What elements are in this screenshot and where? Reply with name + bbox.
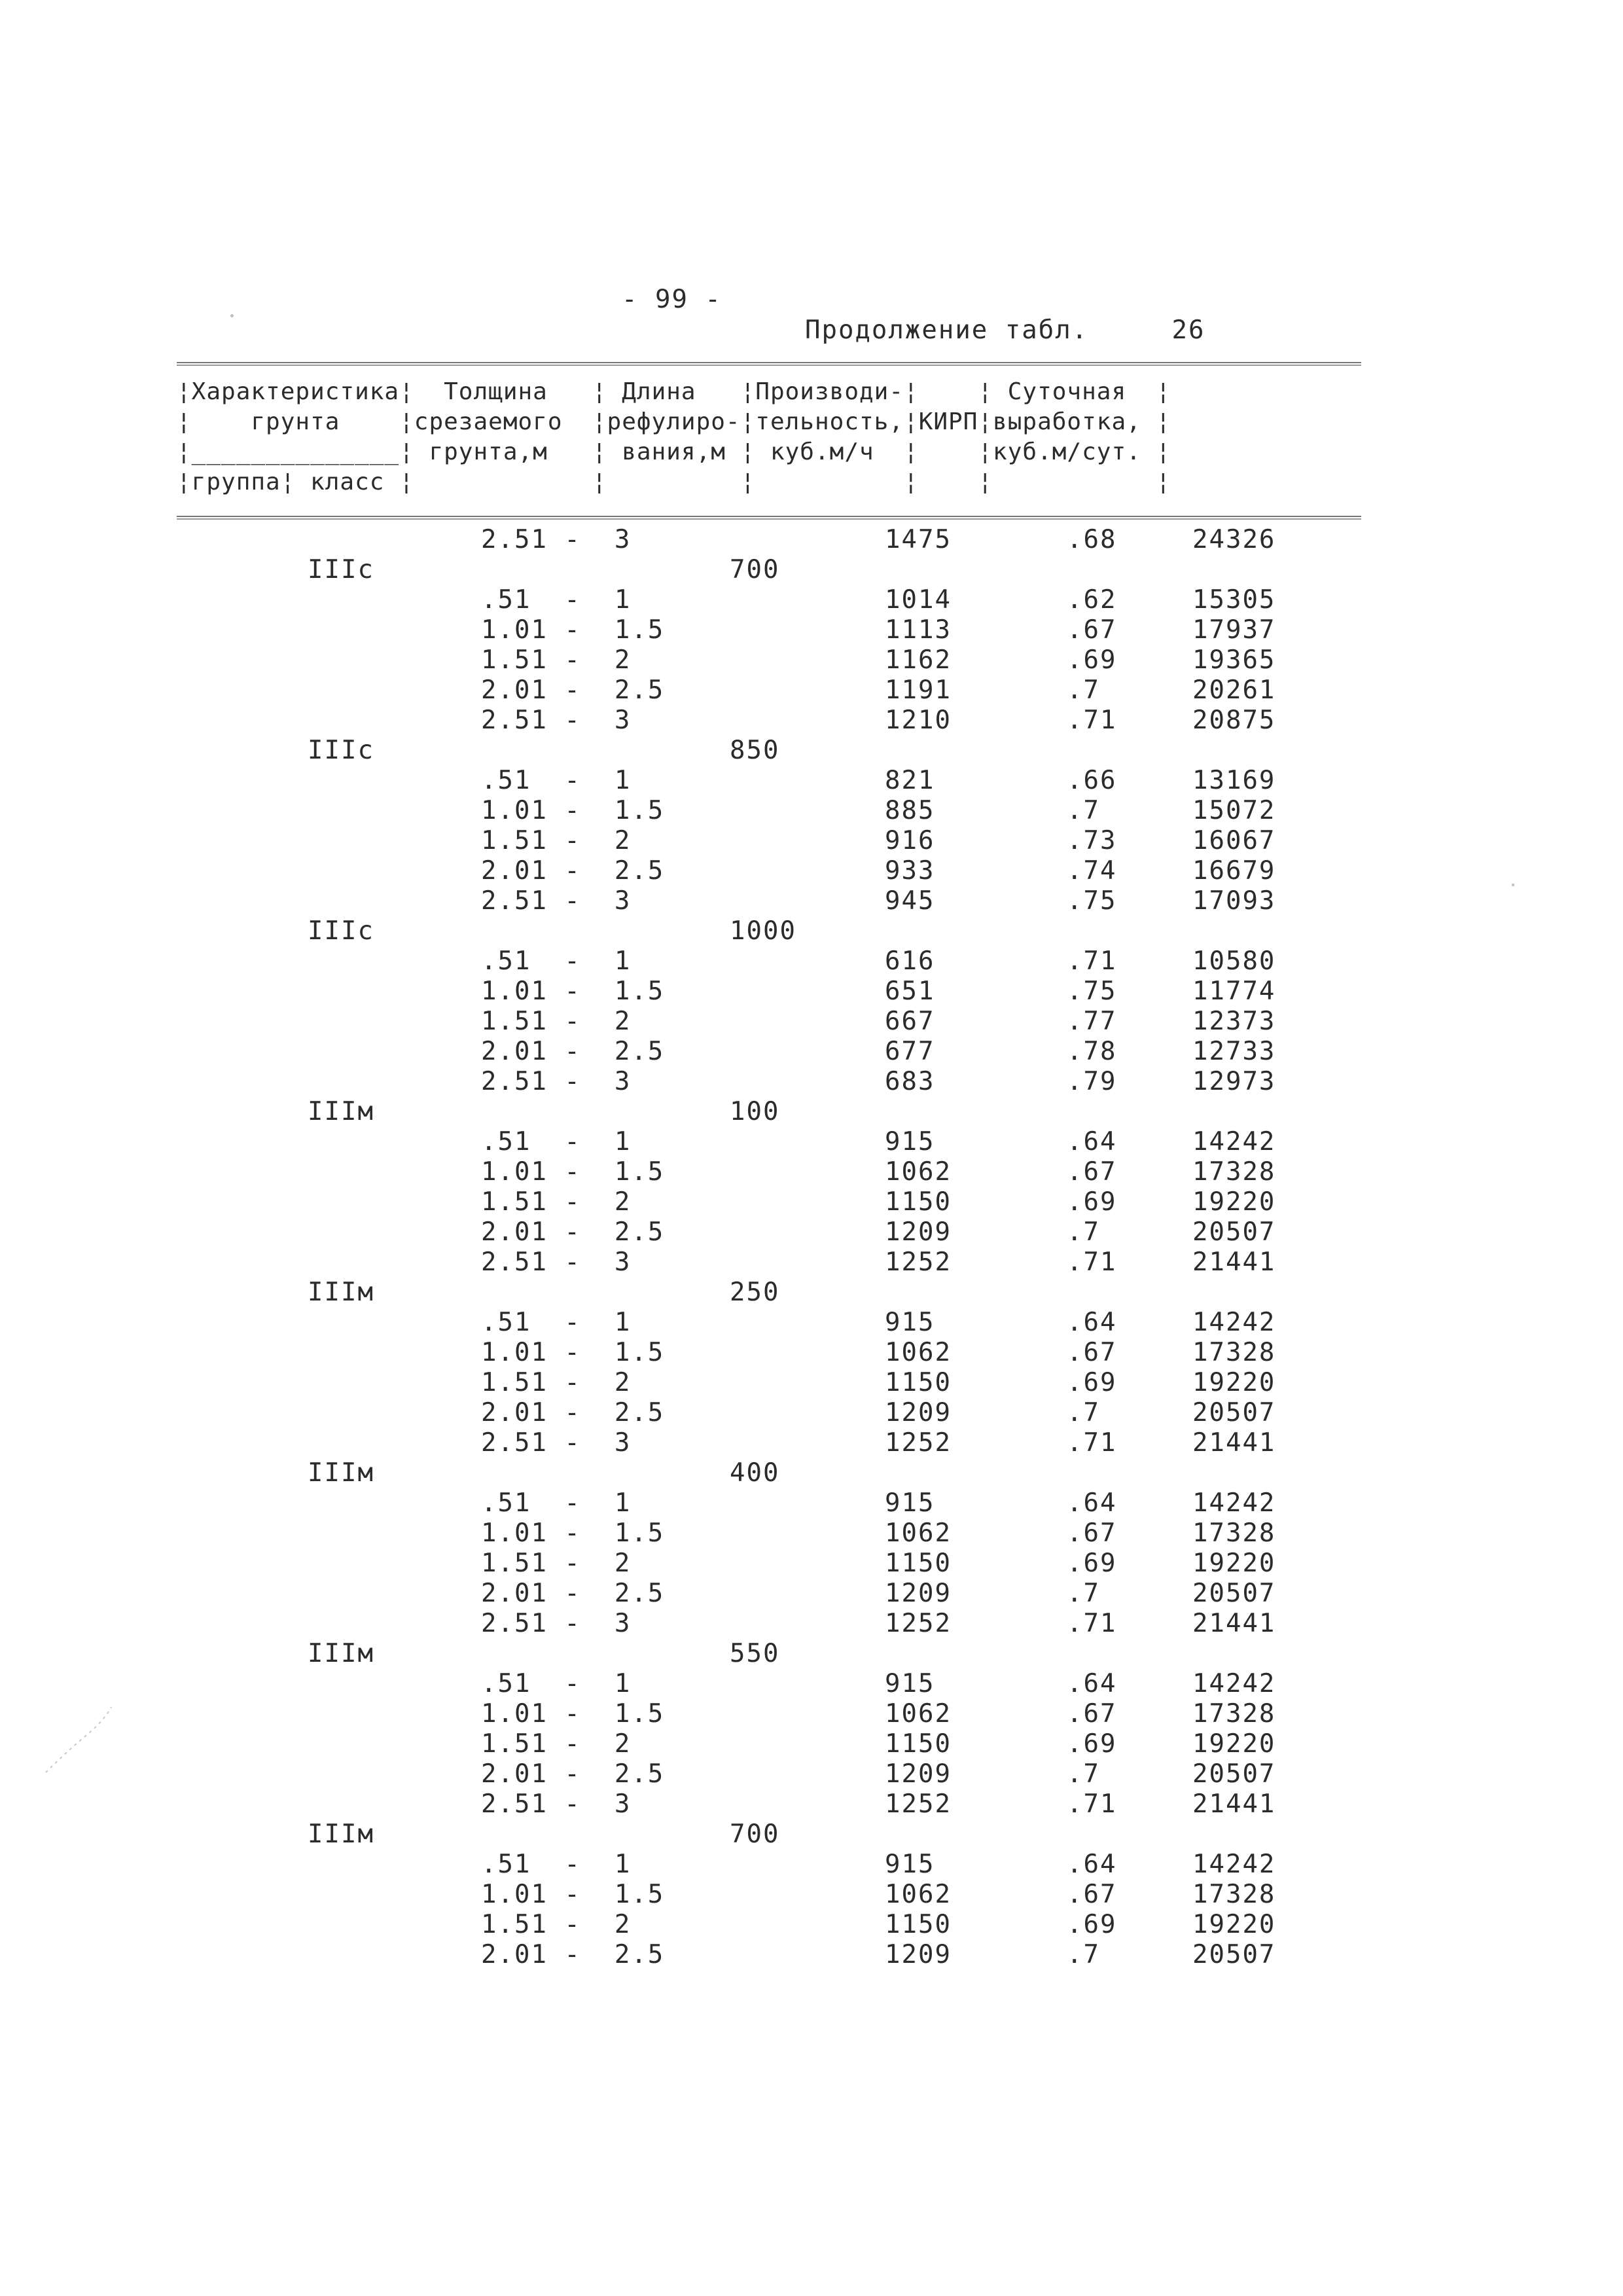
cell-capacity: 677 [885,1037,935,1066]
cell-thickness: 1.01 - 1.5 [481,1338,665,1367]
cell-thickness: 2.51 - 3 [481,886,632,916]
cell-group: IIIc [308,916,374,946]
cell-daily: 20507 [1192,1579,1276,1608]
cell-capacity: 1209 [885,1398,952,1427]
cell-capacity: 1150 [885,1368,952,1397]
cell-daily: 20507 [1192,1398,1276,1427]
cell-thickness: 2.51 - 3 [481,1609,632,1638]
cell-thickness: 1.51 - 2 [481,645,632,675]
cell-kirp: .7 [1067,1940,1100,1969]
cell-thickness: 2.01 - 2.5 [481,1037,665,1066]
cell-daily: 14242 [1192,1127,1276,1157]
cell-length: 400 [730,1458,780,1488]
cell-daily: 17328 [1192,1880,1276,1909]
cell-kirp: .74 [1067,856,1117,886]
cell-capacity: 1062 [885,1699,952,1729]
cell-kirp: .64 [1067,1127,1117,1157]
cell-daily: 16679 [1192,856,1276,886]
cell-kirp: .67 [1067,1338,1117,1367]
cell-thickness: 2.01 - 2.5 [481,1759,665,1789]
cell-kirp: .73 [1067,826,1117,855]
cell-thickness: 2.01 - 2.5 [481,675,665,705]
table-continuation-caption: Продолжение табл. 26 [805,315,1205,345]
cell-capacity: 651 [885,977,935,1006]
cell-daily: 24326 [1192,525,1276,554]
cell-capacity: 1150 [885,1549,952,1578]
cell-capacity: 915 [885,1127,935,1157]
table-header-line-4: ¦группа¦ класс ¦ ¦ ¦ ¦ ¦ ¦ [177,469,1171,495]
cell-capacity: 1252 [885,1247,952,1277]
cell-thickness: 1.01 - 1.5 [481,1518,665,1548]
cell-capacity: 915 [885,1669,935,1698]
cell-daily: 19220 [1192,1910,1276,1939]
cell-daily: 19365 [1192,645,1276,675]
cell-capacity: 1209 [885,1940,952,1969]
cell-group: IIIc [308,736,374,765]
cell-capacity: 915 [885,1308,935,1337]
cell-daily: 14242 [1192,1850,1276,1879]
cell-kirp: .71 [1067,1247,1117,1277]
cell-thickness: 2.51 - 3 [481,1428,632,1458]
cell-capacity: 1062 [885,1518,952,1548]
cell-thickness: .51 - 1 [481,946,632,976]
cell-kirp: .66 [1067,766,1117,795]
cell-capacity: 1210 [885,706,952,735]
cell-kirp: .67 [1067,1699,1117,1729]
cell-daily: 21441 [1192,1247,1276,1277]
cell-kirp: .64 [1067,1850,1117,1879]
cell-daily: 12973 [1192,1067,1276,1096]
cell-daily: 17328 [1192,1699,1276,1729]
cell-thickness: 1.51 - 2 [481,1910,632,1939]
table-header-line-2: ¦ грунта ¦срезаемого ¦рефулиро-¦тельность,¦КИРП¦выработка, ¦ [177,408,1171,435]
cell-thickness: 1.01 - 1.5 [481,1880,665,1909]
cell-thickness: 1.01 - 1.5 [481,796,665,825]
cell-thickness: 2.01 - 2.5 [481,1217,665,1247]
page-number: - 99 - [622,285,722,314]
cell-daily: 21441 [1192,1609,1276,1638]
cell-thickness: 1.01 - 1.5 [481,977,665,1006]
table-top-rule [177,362,1361,363]
cell-capacity: 915 [885,1488,935,1518]
cell-capacity: 1252 [885,1609,952,1638]
cell-length: 700 [730,555,780,584]
cell-kirp: .67 [1067,615,1117,645]
cell-capacity: 945 [885,886,935,916]
cell-thickness: 1.51 - 2 [481,1549,632,1578]
cell-kirp: .71 [1067,1609,1117,1638]
cell-daily: 13169 [1192,766,1276,795]
cell-daily: 14242 [1192,1488,1276,1518]
cell-length: 850 [730,736,780,765]
cell-thickness: 2.51 - 3 [481,1789,632,1819]
table-header-line-3: ¦______________¦ грунта,м ¦ вания,м ¦ куб.м/ч ¦ ¦куб.м/сут. ¦ [177,439,1171,465]
cell-group: IIIм [308,1458,374,1488]
cell-daily: 17328 [1192,1338,1276,1367]
cell-capacity: 1014 [885,585,952,615]
cell-capacity: 885 [885,796,935,825]
cell-kirp: .64 [1067,1488,1117,1518]
cell-kirp: .7 [1067,1759,1100,1789]
cell-kirp: .71 [1067,1428,1117,1458]
cell-capacity: 1162 [885,645,952,675]
cell-daily: 20507 [1192,1217,1276,1247]
cell-capacity: 1062 [885,1157,952,1187]
cell-thickness: .51 - 1 [481,766,632,795]
cell-thickness: .51 - 1 [481,1127,632,1157]
cell-kirp: .62 [1067,585,1117,615]
cell-daily: 16067 [1192,826,1276,855]
cell-kirp: .68 [1067,525,1117,554]
cell-capacity: 933 [885,856,935,886]
cell-daily: 19220 [1192,1187,1276,1217]
cell-capacity: 1150 [885,1187,952,1217]
cell-length: 700 [730,1820,780,1849]
cell-capacity: 1150 [885,1910,952,1939]
cell-kirp: .67 [1067,1880,1117,1909]
cell-thickness: .51 - 1 [481,1850,632,1879]
cell-kirp: .64 [1067,1308,1117,1337]
cell-thickness: 2.51 - 3 [481,1247,632,1277]
cell-daily: 14242 [1192,1308,1276,1337]
cell-kirp: .77 [1067,1007,1117,1036]
cell-thickness: 1.51 - 2 [481,1368,632,1397]
cell-kirp: .69 [1067,1729,1117,1759]
cell-capacity: 683 [885,1067,935,1096]
cell-thickness: 2.01 - 2.5 [481,1398,665,1427]
cell-kirp: .75 [1067,886,1117,916]
cell-kirp: .64 [1067,1669,1117,1698]
cell-thickness: 1.51 - 2 [481,1007,632,1036]
cell-kirp: .67 [1067,1157,1117,1187]
cell-kirp: .7 [1067,1398,1100,1427]
cell-capacity: 821 [885,766,935,795]
cell-thickness: 2.51 - 3 [481,1067,632,1096]
cell-daily: 19220 [1192,1729,1276,1759]
cell-capacity: 616 [885,946,935,976]
cell-thickness: 1.01 - 1.5 [481,1699,665,1729]
cell-kirp: .71 [1067,706,1117,735]
cell-kirp: .7 [1067,1579,1100,1608]
cell-capacity: 1209 [885,1579,952,1608]
cell-length: 550 [730,1639,780,1668]
cell-daily: 15305 [1192,585,1276,615]
cell-daily: 12373 [1192,1007,1276,1036]
cell-thickness: 2.01 - 2.5 [481,1579,665,1608]
cell-group: IIIм [308,1639,374,1668]
cell-daily: 20875 [1192,706,1276,735]
cell-thickness: .51 - 1 [481,585,632,615]
cell-kirp: .71 [1067,1789,1117,1819]
cell-capacity: 1475 [885,525,952,554]
cell-group: IIIм [308,1820,374,1849]
cell-capacity: 916 [885,826,935,855]
scan-speck [1512,884,1514,886]
cell-kirp: .69 [1067,645,1117,675]
cell-capacity: 1209 [885,1217,952,1247]
cell-capacity: 1209 [885,1759,952,1789]
cell-capacity: 1252 [885,1789,952,1819]
cell-thickness: 1.51 - 2 [481,1187,632,1217]
cell-kirp: .67 [1067,1518,1117,1548]
cell-thickness: .51 - 1 [481,1488,632,1518]
cell-daily: 15072 [1192,796,1276,825]
cell-kirp: .69 [1067,1910,1117,1939]
cell-daily: 20507 [1192,1940,1276,1969]
cell-daily: 21441 [1192,1789,1276,1819]
cell-daily: 14242 [1192,1669,1276,1698]
cell-thickness: 1.01 - 1.5 [481,1157,665,1187]
cell-kirp: .7 [1067,1217,1100,1247]
cell-length: 1000 [730,916,796,946]
cell-kirp: .69 [1067,1549,1117,1578]
cell-capacity: 915 [885,1850,935,1879]
cell-thickness: 2.01 - 2.5 [481,1940,665,1969]
table-header-bottom-rule [177,516,1361,517]
cell-capacity: 1062 [885,1880,952,1909]
cell-daily: 19220 [1192,1549,1276,1578]
cell-kirp: .7 [1067,796,1100,825]
cell-capacity: 1150 [885,1729,952,1759]
cell-kirp: .79 [1067,1067,1117,1096]
cell-group: IIIм [308,1278,374,1307]
cell-daily: 21441 [1192,1428,1276,1458]
cell-daily: 17328 [1192,1157,1276,1187]
cell-daily: 20507 [1192,1759,1276,1789]
cell-capacity: 1062 [885,1338,952,1367]
cell-kirp: .69 [1067,1187,1117,1217]
cell-kirp: .69 [1067,1368,1117,1397]
cell-daily: 17093 [1192,886,1276,916]
cell-thickness: 1.51 - 2 [481,826,632,855]
cell-capacity: 1113 [885,615,952,645]
cell-thickness: .51 - 1 [481,1669,632,1698]
cell-thickness: 1.51 - 2 [481,1729,632,1759]
scan-speck [230,314,234,317]
cell-daily: 12733 [1192,1037,1276,1066]
cell-kirp: .7 [1067,675,1100,705]
cell-daily: 10580 [1192,946,1276,976]
cell-daily: 17328 [1192,1518,1276,1548]
cell-kirp: .71 [1067,946,1117,976]
cell-kirp: .78 [1067,1037,1117,1066]
cell-length: 250 [730,1278,780,1307]
cell-capacity: 1252 [885,1428,952,1458]
cell-group: IIIм [308,1097,374,1126]
cell-thickness: .51 - 1 [481,1308,632,1337]
cell-capacity: 1191 [885,675,952,705]
cell-kirp: .75 [1067,977,1117,1006]
table-header-line-1: ¦Характеристика¦ Толщина ¦ Длина ¦Производи-¦ ¦ Суточная ¦ [177,378,1171,405]
cell-thickness: 2.51 - 3 [481,706,632,735]
cell-daily: 11774 [1192,977,1276,1006]
cell-thickness: 2.51 - 3 [481,525,632,554]
cell-group: IIIc [308,555,374,584]
cell-thickness: 2.01 - 2.5 [481,856,665,886]
cell-daily: 20261 [1192,675,1276,705]
cell-daily: 19220 [1192,1368,1276,1397]
cell-thickness: 1.01 - 1.5 [481,615,665,645]
stray-pencil-mark [39,1700,118,1779]
cell-length: 100 [730,1097,780,1126]
cell-capacity: 667 [885,1007,935,1036]
cell-daily: 17937 [1192,615,1276,645]
